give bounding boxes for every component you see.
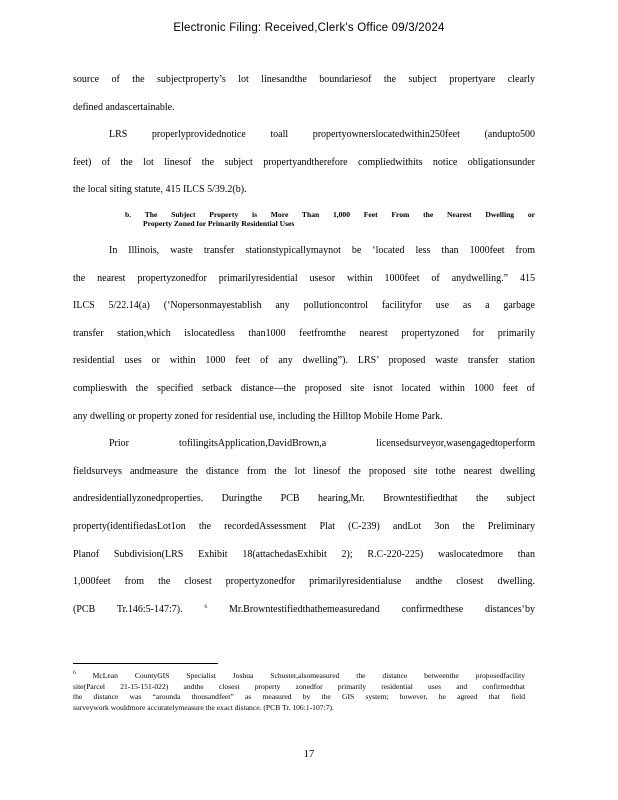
footnote-number: 6 <box>73 670 76 676</box>
text-line: the nearest propertyzonedfor primarilyresidential usesor within 1000feet of anydwelling.” 415 <box>73 272 535 284</box>
text-line: Prior tofilingitsApplication,DavidBrown,a licensedsurveyor,wasengagedtoperform <box>109 438 535 450</box>
footnote-line <box>73 671 525 682</box>
text-line: residential uses or within 1000 feet of any dwelling”). LRS’ proposed waste transfer station <box>73 355 535 367</box>
text-line: Planof Subdivision(LRS Exhibit 18(attachedasExhibit 2); R.C-220-225) waslocatedmore than <box>73 548 535 560</box>
text-line: fieldsurveys andmeasure the distance from the lot linesof the proposed site tothe nearest dwelling <box>73 465 535 477</box>
citation-text: (PCB Tr.146:5-147:7). <box>73 603 183 615</box>
footnote <box>73 671 525 713</box>
text-line: defined andascertainable. <box>73 101 175 113</box>
text-line: ILCS 5/22.14(a) (‘Nopersonmayestablish any pollutioncontrol facilityfor use as a garbage <box>73 300 535 312</box>
paragraph-setback <box>73 243 535 436</box>
footnote-line: surveywork wouldmore accuratelymeasure the exact distance. (PCB Tr. 106:1-107:7). <box>73 702 334 712</box>
text-line: 1,000feet from the closest propertyzonedfor primarilyresidentialuse andthe closest dwelling. <box>73 576 535 588</box>
text-line: source of the subjectproperty’s lot linesandthe boundariesof the subject propertyare clearly <box>73 74 535 85</box>
text-line: the local siting statute, 415 ILCS 5/39.2(b). <box>73 184 247 196</box>
footnote-text: McLean CountyGIS Specialist Joshua Schuster,alsomeasured the distance betweenthe proposedfacility <box>92 671 525 680</box>
filing-header: Electronic Filing: Received,Clerk's Office 09/3/2024 <box>173 22 445 34</box>
text-line: property(identifiedasLot1on the recordedAssessment Plat (C-239) andLot 3on the Preliminary <box>73 520 535 532</box>
footnote-separator <box>73 663 218 664</box>
text-line <box>73 602 535 630</box>
text-line: any dwelling or property zoned for residential use, including the Hilltop Mobile Home Park. <box>73 410 443 422</box>
paragraph-survey <box>73 436 535 629</box>
page-number: 17 <box>303 749 315 760</box>
paragraph-boundaries <box>73 72 535 127</box>
text-line: transfer station,which islocatedless than1000 feetfromthe nearest propertyzoned for primarily <box>73 327 535 339</box>
text-line: andresidentiallyzonedproperties. Duringthe PCB hearing,Mr. Browntestifiedthat the subject <box>73 493 535 505</box>
text-span: Mr.Browntestifiedthathemeasuredand confirmedthese distances‘by <box>228 603 536 615</box>
text-line: LRS properlyprovidednotice toall propertyownerslocatedwithin250feet (andupto500 <box>109 129 535 141</box>
document-body <box>73 72 535 629</box>
footnote-line: site(Parcel 21-15-151-022) andthe closest property zonedfor primarily residential uses and confirmedthat <box>73 681 525 691</box>
text-line: complieswith the specified setback distance—the proposed site isnot located within 1000 feet of <box>73 382 535 394</box>
footnote-reference[interactable]: 6 <box>204 603 208 610</box>
heading-line: Property Zoned for Primarily Residential Uses <box>143 219 295 229</box>
text-line: In Illinois, waste transfer stationstypicallymaynot be ‘located less than 1000feet from <box>109 244 535 256</box>
paragraph-notice <box>73 127 535 210</box>
heading-line: b. The Subject Property is More Than 1,000 Feet From the Nearest Dwelling or <box>125 209 535 219</box>
footnote-line: the distance was “arounda thousandfeet” as measured by the GIS system; however, he agreed that field <box>73 692 525 701</box>
section-heading <box>125 210 535 243</box>
text-line: feet) of the lot linesof the subject propertyandtherefore compliedwithits notice obligationsunder <box>73 156 535 168</box>
